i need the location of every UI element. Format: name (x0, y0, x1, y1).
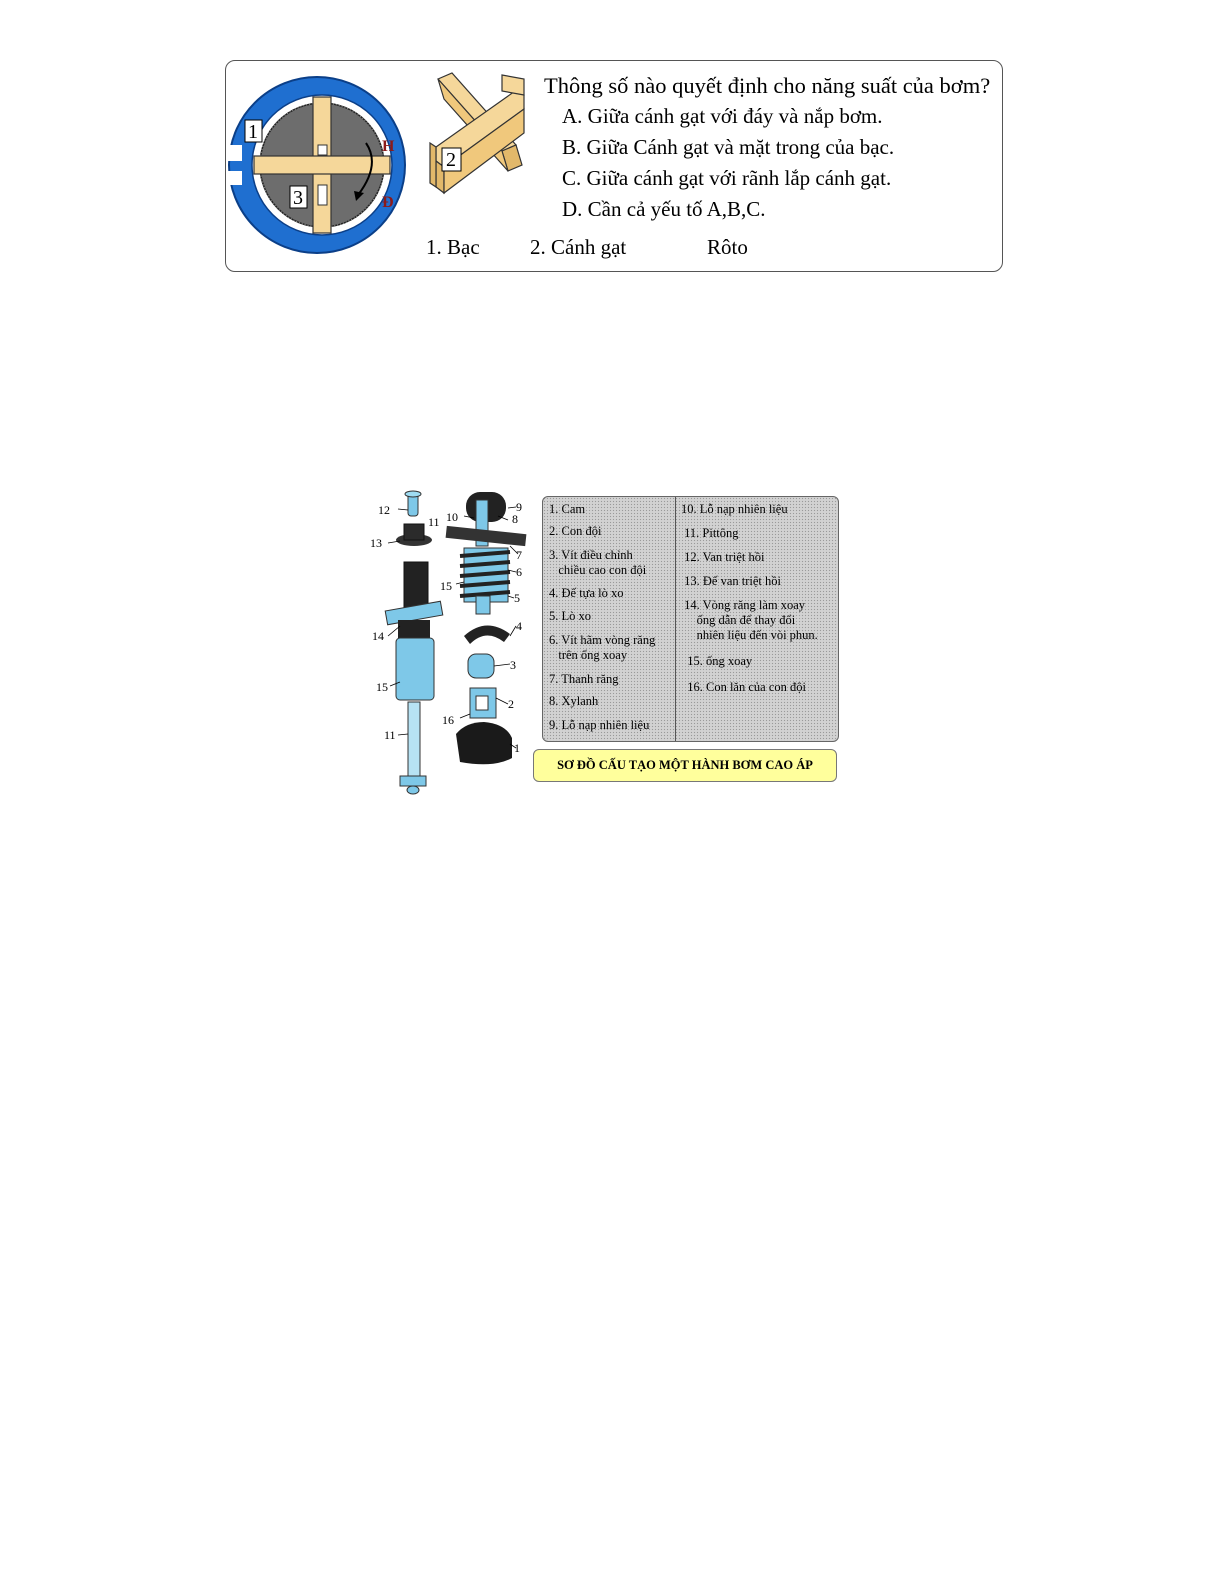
part-3 (468, 654, 494, 678)
stator-notch (228, 171, 242, 185)
legend-canh-gat: 2. Cánh gạt (530, 235, 627, 259)
label-3: 3 (293, 187, 303, 209)
label-1: 1 (248, 121, 258, 143)
callout-10: 10 (446, 510, 458, 524)
part-4 (464, 625, 510, 644)
question-block (544, 71, 1003, 225)
callout-6: 6 (516, 565, 522, 579)
part-item: 13. Đế van triệt hồi (681, 574, 781, 588)
option-d: D. Cần cả yếu tố A,B,C. (562, 197, 766, 221)
vane-pump-question-figure (225, 60, 1003, 272)
question-title: Thông số nào quyết định cho năng suất của bơm? (544, 73, 991, 98)
option-a: A. Giữa cánh gạt với đáy và nắp bơm. (562, 104, 883, 128)
callout-12: 12 (378, 503, 390, 517)
part-item: 2. Con đội (549, 524, 602, 538)
callout-15: 15 (376, 680, 388, 694)
part-item: 10. Lỗ nạp nhiên liệu (681, 502, 788, 516)
part-item: 7. Thanh răng (549, 672, 619, 686)
part-item: 11. Pittông (681, 526, 739, 540)
part-item: 6. Vít hãm vòng răng trên ống xoay (549, 633, 656, 662)
callout-5: 5 (514, 591, 520, 605)
parts-list-panel (542, 496, 839, 742)
vane-cross-illustration (430, 73, 524, 193)
legend-bac: 1. Bạc (426, 235, 480, 259)
callout-8: 8 (512, 512, 518, 526)
label-h: H (382, 138, 395, 155)
callout-16: 16 (442, 713, 454, 727)
part-item: 4. Đế tựa lò xo (549, 586, 624, 600)
part-item: 15. ống xoay (681, 654, 753, 668)
stator-notch (228, 145, 242, 161)
callout-4: 4 (516, 619, 522, 633)
diagram-caption: SƠ ĐỒ CẤU TẠO MỘT HÀNH BƠM CAO ÁP (533, 749, 837, 782)
part-11-left (408, 702, 420, 778)
label-2: 2 (446, 149, 456, 171)
part-item: 14. Vòng răng làm xoay ống dẫn để thay đổi nhiên liệu đến vòi phun. (684, 598, 818, 642)
exploded-pump-illustration (360, 486, 540, 804)
callout-15-right: 15 (440, 579, 452, 593)
legend-roto: Rôto (707, 235, 748, 259)
part-item: 3. Vít điều chỉnh chiều cao con đội (549, 548, 647, 577)
callout-2: 2 (508, 697, 514, 711)
part-item: 16. Con lăn của con đội (681, 680, 806, 694)
callout-11: 11 (384, 728, 396, 742)
part-item: 9. Lỗ nạp nhiên liệu (549, 718, 650, 732)
part-item: 1. Cam (549, 502, 586, 516)
callout-9: 9 (516, 500, 522, 514)
part-1-cam (456, 722, 512, 764)
injection-pump-figure (360, 486, 845, 804)
part-item: 8. Xylanh (549, 694, 599, 708)
callout-1: 1 (514, 741, 520, 755)
label-d: Đ (382, 194, 394, 211)
callout-3: 3 (510, 658, 516, 672)
callout-13: 13 (370, 536, 382, 550)
part-item: 5. Lò xo (549, 609, 592, 623)
callout-14: 14 (372, 629, 384, 643)
parts-divider (675, 497, 676, 741)
part-item: 12. Van triệt hồi (681, 550, 765, 564)
part-15 (396, 638, 434, 700)
callout-7: 7 (516, 548, 522, 562)
callout-11-right: 11 (428, 515, 440, 529)
option-b: B. Giữa Cánh gạt và mặt trong của bạc. (562, 135, 895, 159)
option-c: C. Giữa cánh gạt với rãnh lắp cánh gạt. (562, 166, 892, 190)
